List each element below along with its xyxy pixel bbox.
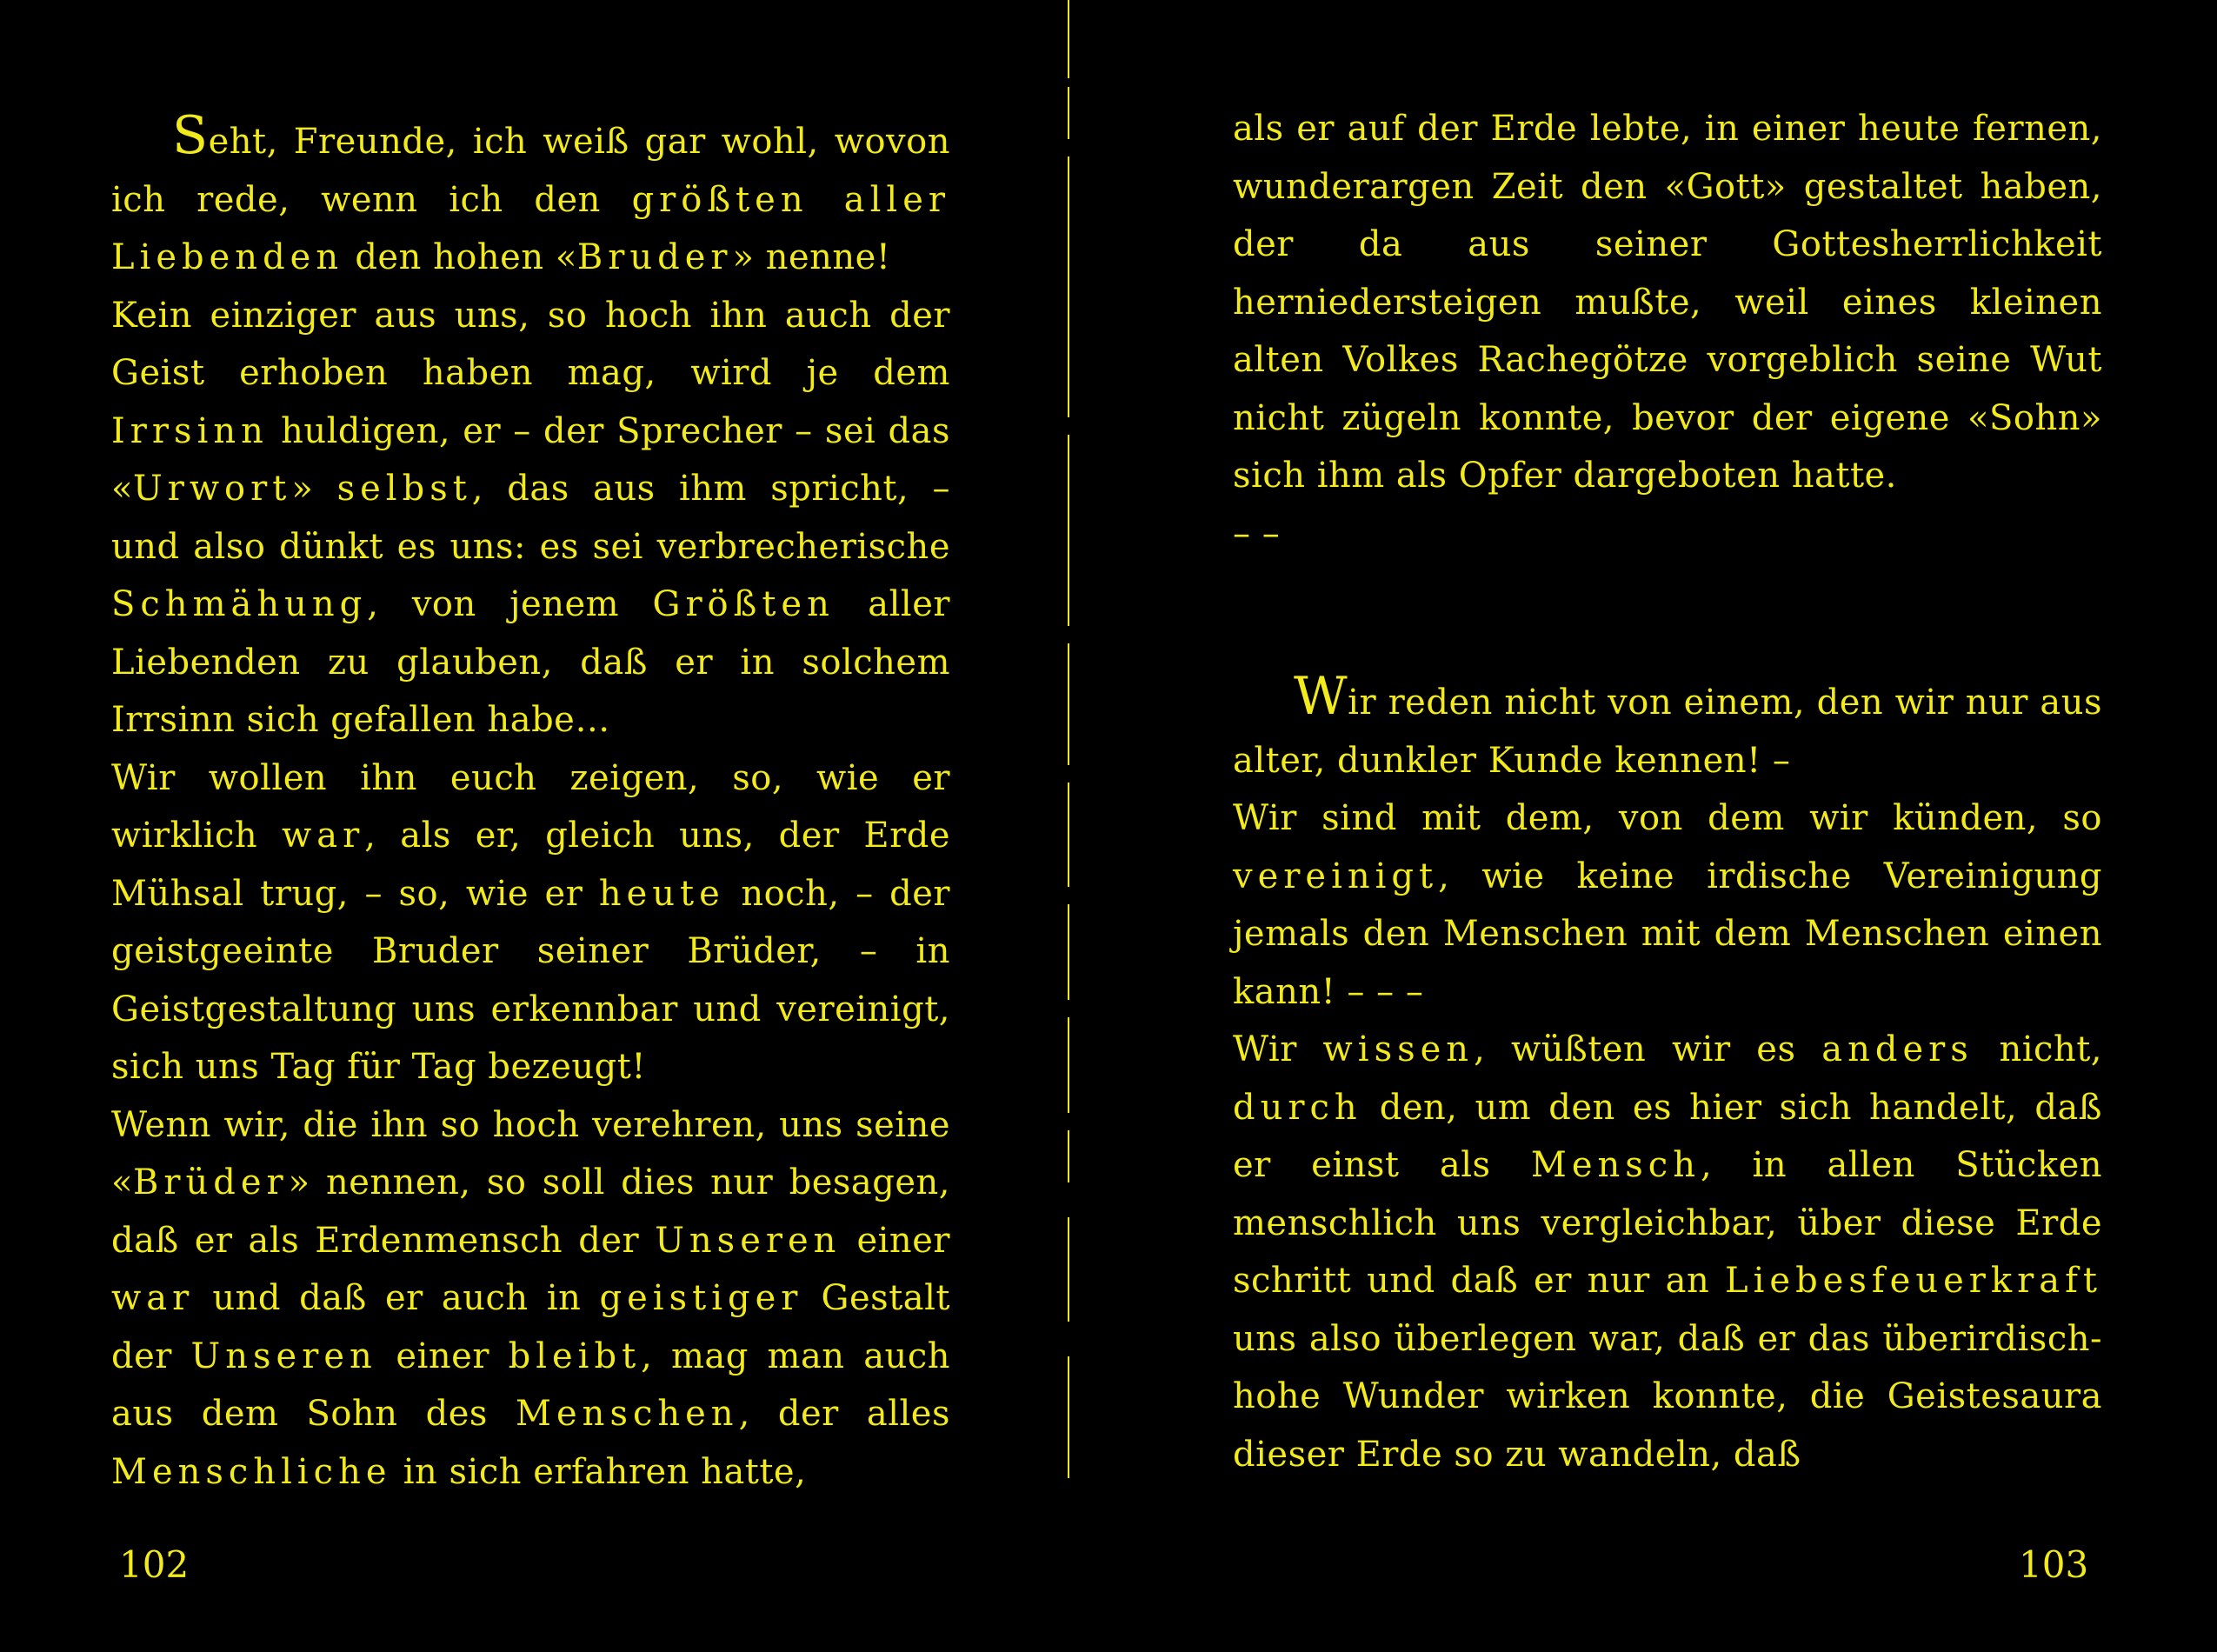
gutter-line-segment	[1068, 1130, 1069, 1182]
body-text: , der alles	[738, 1394, 950, 1434]
body-text: , das aus ihm spricht, – und also dünkt es uns: es sei verbrecherische	[111, 469, 950, 567]
body-text: » nenne!	[732, 237, 891, 277]
body-text: Gestalt der	[111, 1278, 950, 1376]
body-text: in sich erfahren hatte,	[391, 1451, 807, 1492]
paragraph	[1233, 666, 2102, 789]
spaced-emphasis-text: bleibt	[508, 1336, 642, 1376]
gutter-line-segment	[1068, 643, 1069, 765]
gutter-line-segment	[1068, 783, 1069, 887]
spaced-emphasis-text: anders	[1821, 1029, 1974, 1069]
body-text: eht, Freunde, ich weiß gar wohl, wovon ich rede, wenn ich den	[111, 122, 950, 220]
spaced-emphasis-text: wissen	[1322, 1029, 1475, 1069]
spaced-emphasis-text: Schmähung	[111, 584, 368, 624]
right-page-text-top	[1233, 100, 2102, 563]
body-text: » nennen, so soll dies nur besagen, daß er als Erdenmensch der	[111, 1162, 950, 1261]
gutter-line-segment	[1068, 1356, 1069, 1478]
spaced-emphasis-text: heute	[598, 873, 725, 914]
body-text: – –	[1233, 513, 1281, 554]
body-text: , wüßten wir es	[1474, 1029, 1822, 1069]
paragraph	[1233, 100, 2102, 505]
body-text: den hohen «	[343, 237, 577, 277]
gutter-line-segment	[1068, 87, 1069, 139]
body-text: ir reden nicht von einem, den wir nur aus alter, dunkler Kunde kennen! –	[1233, 683, 2102, 781]
body-text: uns also überlegen war, daß er das überirdisch-hohe Wunder wirken konnte, die Geistesaura dieser Erde so zu wandeln, daß	[1233, 1318, 2102, 1475]
body-text: Wir wollen ihn euch zeigen, so, wie er wirklich	[111, 757, 950, 856]
gutter-line-segment	[1068, 157, 1069, 417]
gutter-line-segment	[1068, 1017, 1069, 1113]
spaced-emphasis-text: Brüder	[132, 1162, 289, 1202]
right-page-text-bottom	[1233, 666, 2103, 1483]
body-text: huldigen, er – der Sprecher – sei das «	[111, 410, 950, 509]
spaced-emphasis-text: Mensch	[1530, 1145, 1701, 1185]
paragraph	[1233, 1021, 2102, 1483]
gutter-line-segment	[1068, 435, 1069, 626]
body-text: »	[291, 469, 337, 509]
gutter-line-segment	[1068, 1217, 1069, 1322]
body-text: , als er, gleich uns, der Erde Mühsal trug, – so, wie er	[111, 816, 951, 914]
spaced-emphasis-text: Urwort	[132, 469, 292, 509]
spaced-emphasis-text: war	[281, 816, 365, 856]
spaced-emphasis-text: geistiger	[599, 1278, 803, 1318]
body-text: Wenn wir, die ihn so hoch verehren, uns seine «	[111, 1104, 950, 1202]
body-text: , wie keine irdische Vereinigung jemals den Menschen mit dem Menschen einen kann! – – –	[1233, 856, 2102, 1012]
paragraph	[1233, 789, 2102, 1021]
spaced-emphasis-text: größten aller Liebenden	[111, 179, 950, 277]
body-text: Wir	[1233, 1029, 1323, 1069]
body-text: einer	[376, 1336, 509, 1376]
gutter-line-segment	[1068, 904, 1069, 1000]
spaced-emphasis-text: Liebesfeuerkraft	[1725, 1261, 2102, 1301]
body-text: Wir sind mit dem, von dem wir künden, so	[1233, 798, 2102, 838]
paragraph	[111, 749, 950, 1096]
left-page	[0, 0, 1065, 1652]
body-text: , in allen Stücken menschlich uns vergleichbar, über diese Erde schritt und daß er nur an	[1233, 1145, 2102, 1301]
spaced-emphasis-text: war	[111, 1278, 195, 1318]
initial-letter: W	[1294, 666, 1348, 727]
paragraph	[1233, 505, 2102, 563]
spaced-emphasis-text: Größten	[652, 584, 835, 624]
body-text: , von jenem	[367, 584, 653, 624]
paragraph	[111, 105, 950, 287]
book-gutter	[1066, 0, 1071, 1495]
spaced-emphasis-text: Unseren	[190, 1336, 377, 1376]
spaced-emphasis-text: Unseren	[655, 1220, 842, 1261]
spaced-emphasis-text: vereinigt	[1233, 856, 1439, 896]
body-text: aller Liebenden zu glauben, daß er in solchem Irrsinn sich gefallen habe…	[111, 584, 950, 740]
gutter-line-segment	[1068, 0, 1069, 78]
spaced-emphasis-text: durch	[1233, 1087, 1362, 1128]
body-text: den, um den es hier sich handelt, daß er einst als	[1233, 1087, 2102, 1185]
body-text: noch, – der geistgeeinte Bruder seiner Brüder, – in Geistgestaltung uns erkennbar und vereinigt, sich uns Tag für Tag bezeugt!	[111, 873, 950, 1087]
page-number-left: 102	[119, 1543, 190, 1586]
body-text: Kein einziger aus uns, so hoch ihn auch der Geist erhoben haben mag, wird je dem	[111, 295, 950, 393]
spaced-emphasis-text: Menschliche	[111, 1451, 392, 1492]
paragraph	[111, 287, 950, 749]
spaced-emphasis-text: selbst	[336, 469, 472, 509]
paragraph	[111, 1096, 950, 1502]
body-text: und daß er auch in	[194, 1278, 600, 1318]
left-page-text	[111, 105, 951, 1501]
initial-letter: S	[172, 105, 209, 166]
body-text: , mag man auch aus dem Sohn des	[111, 1336, 950, 1434]
right-page	[1074, 0, 2217, 1652]
body-text: einer	[841, 1220, 950, 1261]
body-text: als er auf der Erde lebte, in einer heute fernen, wunderargen Zeit den «Gott» gestaltet haben, der da aus seiner Gottesherrlichkeit herniedersteigen mußte, weil eines kleinen alten Volkes Rachegötze vorgeblich seine Wut nicht zügeln konnte, bevor der eigene «Sohn» sich ihm als Opfer dargeboten hatte.	[1233, 109, 2102, 496]
spaced-emphasis-text: Irrsinn	[111, 410, 269, 451]
page-number-right: 103	[2019, 1543, 2089, 1586]
body-text: nicht,	[1973, 1029, 2103, 1069]
spaced-emphasis-text: Bruder	[576, 237, 733, 277]
spaced-emphasis-text: Menschen	[516, 1394, 739, 1434]
